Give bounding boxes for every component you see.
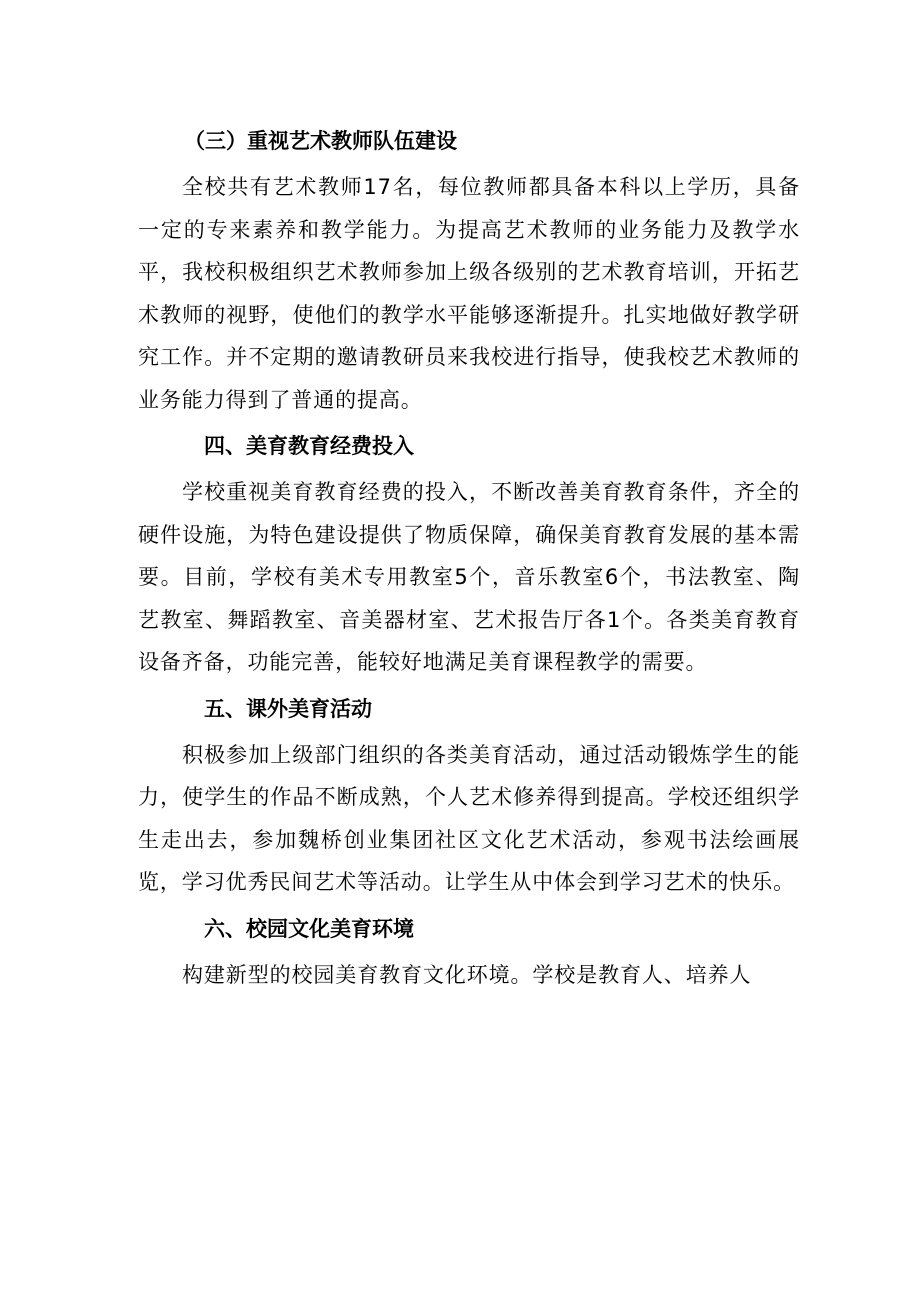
- section-paragraph-environment: 构建新型的校园美育教育文化环境。学校是教育人、培养人: [182, 962, 752, 987]
- section-heading-environment: 六、校园文化美育环境: [204, 916, 414, 941]
- section-paragraph-teachers: 全校共有艺术教师17名，每位教师都具备本科以上学历，具备一定的专来素养和教学能力。为提高艺术教师的业务能力及教学水平，我校积极组织艺术教师参加上级各级别的艺术教育培训，开拓艺术教师的视野，使他们的教学水平能够逐渐提升。扎实地做好教学研究工作。并不定期的邀请教研员来我校进行指导，使我校艺术教师的业务能力得到了普通的提高。: [138, 175, 800, 412]
- section-heading-teachers: （三）重视艺术教师队伍建设: [184, 129, 457, 153]
- document-body: [138, 120, 800, 996]
- section-heading-activities: 五、课外美育活动: [204, 696, 372, 721]
- section-paragraph-activities: 积极参加上级部门组织的各类美育活动，通过活动锻炼学生的能力，使学生的作品不断成熟，个人艺术修养得到提高。学校还组织学生走出去，参加魏桥创业集团社区文化艺术活动，参观书法绘画展览，学习优秀民间艺术等活动。让学生从中体会到学习艺术的快乐。: [138, 742, 800, 894]
- section-heading-funding: 四、美育教育经费投入: [204, 434, 414, 458]
- section-paragraph-funding: 学校重视美育教育经费的投入，不断改善美育教育条件，齐全的硬件设施，为特色建设提供了物质保障，确保美育教育发展的基本需要。目前，学校有美术专用教室5个，音乐教室6个，书法教室、陶艺教室、舞蹈教室、音美器材室、艺术报告厅各1个。各类美育教育设备齐备，功能完善，能较好地满足美育课程教学的需要。: [138, 480, 800, 674]
